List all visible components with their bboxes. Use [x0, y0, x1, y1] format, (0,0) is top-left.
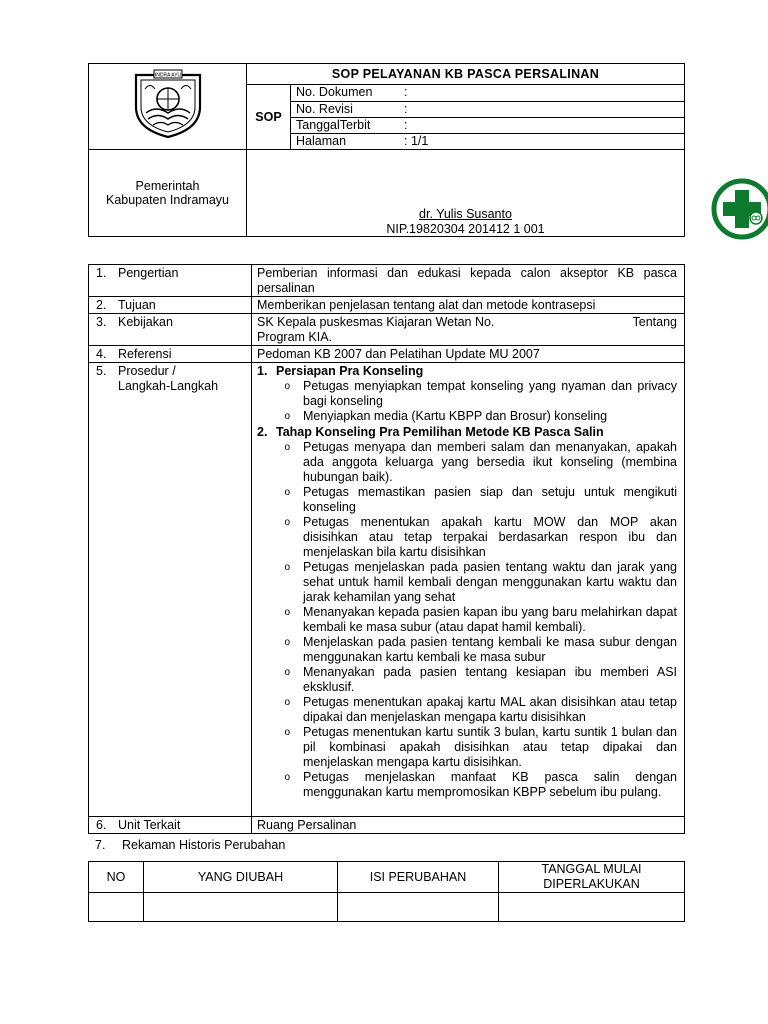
row-label: Pengertian — [118, 266, 179, 280]
rekaman-number: 7. — [95, 838, 106, 852]
bullet-marker: o — [284, 442, 290, 453]
list-item — [257, 695, 677, 725]
list-item — [257, 770, 677, 800]
sop-header-table — [88, 63, 685, 237]
meta-value: : — [404, 102, 408, 116]
row-prosedur — [89, 363, 685, 817]
list-item-text: Menanyakan pada pasien tentang kesiapan ibu memberi ASI eksklusif. — [303, 665, 677, 694]
list-item-text: Petugas menentukan apakah kartu MOW dan MOP akan disisihkan atau tetap terpakai berdasarkan respon ibu dan menjelaskan bila kartu disisihkan — [303, 515, 677, 559]
row-kebijakan — [89, 314, 685, 346]
list-item-text: Menanyakan kepada pasien kapan ibu yang baru melahirkan dapat kembali ke masa subur (atau dapat hamil kembali). — [303, 605, 677, 634]
signer-nip: NIP.19820304 201412 1 001 — [386, 222, 545, 236]
list-item-text: Petugas menyiapkan tempat konseling yang nyaman dan privacy bagi konseling — [303, 379, 677, 408]
column-header-line-2: DIPERLAKUKAN — [543, 877, 640, 891]
label-cell — [89, 363, 252, 817]
meta-key: Halaman — [296, 134, 347, 148]
list-item-text: Petugas memastikan pasien siap dan setuju untuk mengikuti konseling — [303, 485, 677, 514]
list-item — [257, 665, 677, 695]
kebijakan-program: Program KIA. — [257, 330, 333, 344]
meta-row-no-revisi — [291, 102, 685, 118]
procedure-section-heading — [257, 364, 677, 379]
list-item-text: Menyiapkan media (Kartu KBPP dan Brosur) konseling — [303, 409, 608, 423]
meta-key: No. Revisi — [296, 102, 353, 116]
procedure-cell — [252, 363, 685, 817]
row-number: 6. — [96, 818, 107, 832]
emblem-banner-text: INDRA AYU — [154, 72, 181, 79]
label-cell — [89, 265, 252, 297]
column-header-line-1: TANGGAL MULAI — [541, 862, 642, 876]
list-item — [257, 605, 677, 635]
list-item — [257, 440, 677, 485]
list-item-text: Petugas menjelaskan pada pasien tentang waktu dan jarak yang sehat untuk hamil kembali dengan menggunakan kartu waktu dan jarak kehamilan yang sehat — [303, 560, 677, 604]
list-item — [257, 635, 677, 665]
list-item-text: Petugas menentukan kartu suntik 3 bulan, kartu suntik 1 bulan dan pil kombinasi apakah disisihkan atau tetap dipakai dan menjelaskan mengapa kartu disisihkan. — [303, 725, 677, 769]
row-label: Referensi — [118, 347, 172, 361]
logo-cell — [89, 64, 247, 150]
history-header-row — [89, 862, 685, 893]
row-label: Prosedur / — [118, 364, 176, 378]
meta-key: TanggalTerbit — [296, 118, 371, 132]
bullet-marker: o — [284, 517, 290, 528]
rekaman-historis-heading — [95, 838, 285, 852]
value-cell — [252, 314, 685, 346]
label-cell — [89, 817, 252, 834]
signer-name: dr. Yulis Susanto — [419, 207, 512, 221]
bullet-marker: o — [284, 772, 290, 783]
sop-content-table — [88, 264, 685, 834]
kebijakan-tentang: Tentang — [632, 315, 677, 329]
government-cell — [89, 150, 247, 237]
procedure-section-heading — [257, 425, 677, 440]
value-cell: Memberikan penjelasan tentang alat dan metode kontrasepsi — [252, 297, 685, 314]
list-item — [257, 485, 677, 515]
table-cell — [499, 893, 685, 922]
table-cell — [144, 893, 338, 922]
meta-row-tanggal-terbit — [291, 118, 685, 134]
table-row — [89, 893, 685, 922]
row-unit-terkait — [89, 817, 685, 834]
list-item-text: Petugas menjelaskan manfaat KB pasca salin dengan menggunakan kartu mempromosikan KBPP sebelum ibu pulang. — [303, 770, 677, 799]
procedure-list — [257, 440, 677, 800]
list-item — [257, 409, 677, 425]
meta-value: : — [404, 118, 408, 132]
bullet-marker: o — [284, 487, 290, 498]
bullet-marker: o — [284, 607, 290, 618]
row-number: 3. — [96, 315, 107, 329]
row-tujuan — [89, 297, 685, 314]
label-cell — [89, 297, 252, 314]
value-cell: Ruang Persalinan — [252, 817, 685, 834]
meta-row-no-dokumen — [291, 85, 685, 102]
list-item-text: Petugas menyapa dan memberi salam dan menanyakan, apakah ada anggota keluarga yang bersedia ikut konseling (membina hubungan baik). — [303, 440, 677, 484]
row-label: Tujuan — [118, 298, 156, 312]
history-table — [88, 861, 685, 922]
bullet-marker: o — [284, 727, 290, 738]
government-line-2: Kabupaten Indramayu — [105, 193, 229, 207]
column-header-tanggal-mulai — [499, 862, 685, 893]
rekaman-label: Rekaman Historis Perubahan — [122, 838, 286, 852]
bullet-marker: o — [284, 667, 290, 678]
list-item-text: Petugas menentukan apakaj kartu MAL akan disisihkan atau tetap dipakai dan menjelaskan mengapa kartu disisihkan — [303, 695, 677, 724]
row-number: 2. — [96, 298, 107, 312]
table-cell — [89, 893, 144, 922]
meta-value: : — [404, 85, 408, 99]
bullet-marker: o — [284, 697, 290, 708]
procedure-list — [257, 379, 677, 425]
row-pengertian — [89, 265, 685, 297]
bullet-marker: o — [284, 562, 290, 573]
row-number: 1. — [96, 266, 107, 280]
document-title: SOP PELAYANAN KB PASCA PERSALINAN — [247, 64, 685, 85]
row-number: 5. — [96, 364, 107, 378]
list-item-text: Menjelaskan pada pasien tentang kembali ke masa subur dengan menggunakan kartu kembali ke masa subur — [303, 635, 677, 664]
table-cell — [338, 893, 499, 922]
sop-label: SOP — [247, 85, 291, 150]
bullet-marker: o — [284, 381, 290, 392]
value-cell: Pedoman KB 2007 dan Pelatihan Update MU 2007 — [252, 346, 685, 363]
government-line-1: Pemerintah — [135, 179, 200, 193]
label-cell — [89, 314, 252, 346]
meta-value: : 1/1 — [404, 134, 429, 148]
list-item — [257, 515, 677, 560]
row-label: Kebijakan — [118, 315, 173, 329]
bullet-marker: o — [284, 411, 290, 422]
row-number: 4. — [96, 347, 107, 361]
column-header-no: NO — [89, 862, 144, 893]
list-item — [257, 725, 677, 770]
section-title: Tahap Konseling Pra Pemilihan Metode KB Pasca Salin — [276, 425, 604, 439]
section-number: 2. — [257, 425, 268, 439]
row-label-line2: Langkah-Langkah — [118, 379, 219, 393]
value-cell: Pemberian informasi dan edukasi kepada calon akseptor KB pasca persalinan — [252, 265, 685, 297]
meta-key: No. Dokumen — [296, 85, 373, 99]
kebijakan-text: SK Kepala puskesmas Kiajaran Wetan No. — [257, 315, 495, 329]
column-header-isi-perubahan: ISI PERUBAHAN — [338, 862, 499, 893]
column-header-yang-diubah: YANG DIUBAH — [144, 862, 338, 893]
puskesmas-cross-icon — [711, 178, 768, 240]
list-item — [257, 560, 677, 605]
signature-cell — [247, 150, 685, 237]
section-number: 1. — [257, 364, 268, 378]
indramayu-emblem-icon — [128, 69, 208, 141]
row-label: Unit Terkait — [118, 818, 181, 832]
section-title: Persiapan Pra Konseling — [276, 364, 424, 378]
bullet-marker: o — [284, 637, 290, 648]
row-referensi — [89, 346, 685, 363]
label-cell — [89, 346, 252, 363]
meta-row-halaman — [291, 134, 685, 150]
list-item — [257, 379, 677, 409]
